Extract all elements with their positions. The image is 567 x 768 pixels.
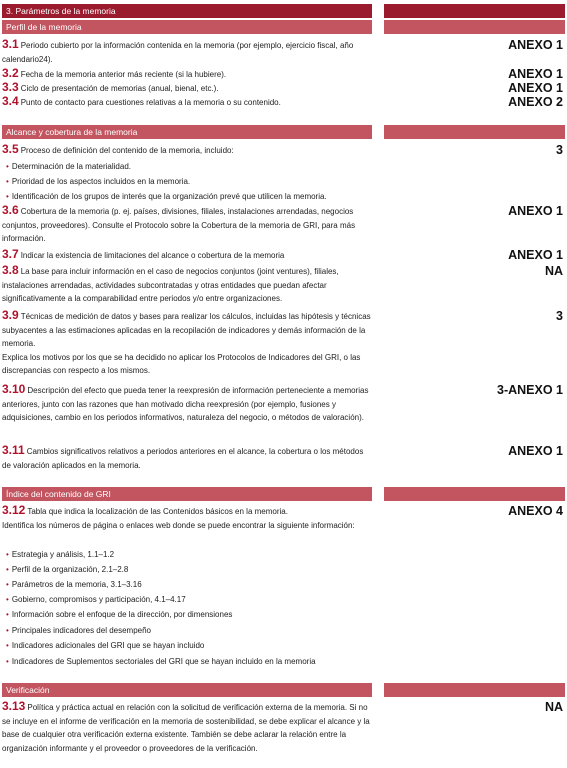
item-text: La base para incluir información en el caso de negocios conjuntos (joint ventures), filiales, instalaciones arrendadas, actividades subcontratadas y otras entidades que puedan afectar significativamente a la comparabilidad entre periodos y/o entre organizaciones. [2,267,339,304]
item-number: 3.4 [2,94,19,108]
section-header: 3. Parámetros de la memoria [2,4,372,18]
item-answer: ANEXO 1 [508,38,563,52]
item-text: Fecha de la memoria anterior más reciente (si la hubiere). [20,70,227,79]
item-text: Cambios significativos relativos a periodos anteriores en el alcance, la cobertura o los métodos de valoración aplicados en la memoria. [2,447,364,470]
item-number: 3.8 [2,263,19,277]
list-item: • Identificación de los grupos de interés que la organización prevé que utilicen la memoria. [6,192,327,201]
group-header-perfil-right [384,20,565,34]
item-text: Política y práctica actual en relación con la solicitud de verificación externa de la memoria. Si no se incluye en el informe de verificación en la memoria de sostenibilidad, se debe explicar el alcance y la base de cualquier otra verificación externa existente. También se debe aclarar la relación entre la organización informante y el proveedor o proveedores de la verificación. [2,703,370,753]
item-answer: ANEXO 1 [508,248,563,262]
item-number: 3.9 [2,308,19,322]
item-answer: 3 [556,309,563,323]
item-number: 3.3 [2,80,19,94]
list-item: • Gobierno, compromisos y participación, 4.1–4.17 [6,595,186,604]
list-item: • Parámetros de la memoria, 3.1–3.16 [6,580,142,589]
item-text: Descripción del efecto que pueda tener la reexpresión de información perteneciente a memorias anteriores, junto con las razones que han motivado dicha reexpresión (por ejemplo, fusiones y adquisiciones, cambio en los periodos informativos, naturaleza del negocio, o métodos de valoración). [2,386,369,423]
item-answer: 3-ANEXO 1 [497,383,563,397]
item-extra: Explica los motivos por los que se ha decidido no aplicar los Protocolos de Indicadores del GRI, o las discrepancias con respecto a los mismos. [2,352,361,376]
list-item: • Prioridad de los aspectos incluidos en la memoria. [6,177,191,186]
item-number: 3.6 [2,203,19,217]
item-answer: ANEXO 1 [508,67,563,81]
item-number: 3.10 [2,382,26,396]
section-header-right [384,4,565,18]
item-answer: NA [544,700,563,714]
list-item: • Determinación de la materialidad. [6,162,131,171]
item-answer: ANEXO 2 [508,95,563,109]
list-item: • Indicadores de Suplementos sectoriales del GRI que se hayan incluido en la memoria [6,657,316,666]
item-answer: 3 [556,143,563,157]
list-item: • Principales indicadores del desempeño [6,626,152,635]
item-text: Periodo cubierto por la información contenida en la memoria (por ejemplo, ejercicio fiscal, año calendario24). [2,41,354,64]
item-text: Indicar la existencia de limitaciones del alcance o cobertura de la memoria [20,251,285,260]
item-number: 3.13 [2,699,26,713]
item-number: 3.1 [2,37,19,51]
group-header-indice-right [384,487,565,501]
group-header-verificacion-right [384,683,565,697]
list-item: • Perfil de la organización, 2.1–2.8 [6,565,129,574]
item-answer: ANEXO 1 [508,81,563,95]
item-text: Tabla que indica la localización de las Contenidos básicos en la memoria. [27,507,288,516]
item-text: Ciclo de presentación de memorias (anual, bienal, etc.). [20,84,219,93]
item-answer: NA [544,264,563,278]
group-header-verificacion: Verificación [2,683,372,697]
item-answer: ANEXO 4 [508,504,563,518]
item-number: 3.12 [2,503,26,517]
item-text: Punto de contacto para cuestiones relativas a la memoria o su contenido. [20,98,281,107]
group-header-alcance-right [384,125,565,139]
item-extra: Identifica los números de página o enlaces web donde se puede encontrar la siguiente información: [2,520,355,530]
list-item: • Estrategia y análisis, 1.1–1.2 [6,550,115,559]
item-number: 3.2 [2,66,19,80]
list-item: • Información sobre el enfoque de la dirección, por dimensiones [6,610,233,619]
group-header-perfil: Perfil de la memoria [2,20,372,34]
list-item: • Indicadores adicionales del GRI que se hayan incluido [6,641,205,650]
item-number: 3.7 [2,247,19,261]
item-text: Cobertura de la memoria (p. ej. países, divisiones, filiales, instalaciones arrendadas, negocios conjuntos, proveedores). Consulte el Protocolo sobre la Cobertura de la memoria de GRI, para más información. [2,207,356,244]
item-text: Proceso de definición del contenido de la memoria, incluido: [20,146,234,155]
item-number: 3.11 [2,443,25,457]
item-text: Técnicas de medición de datos y bases para realizar los cálculos, incluidas las hipótesis y técnicas subyacentes a las estimaciones aplicadas en la recopilación de indicadores y demás información de la memoria. [2,312,371,349]
item-answer: ANEXO 1 [508,444,563,458]
group-header-indice: Índice del contenido de GRI [2,487,372,501]
item-number: 3.5 [2,142,19,156]
group-header-alcance: Alcance y cobertura de la memoria [2,125,372,139]
item-answer: ANEXO 1 [508,204,563,218]
